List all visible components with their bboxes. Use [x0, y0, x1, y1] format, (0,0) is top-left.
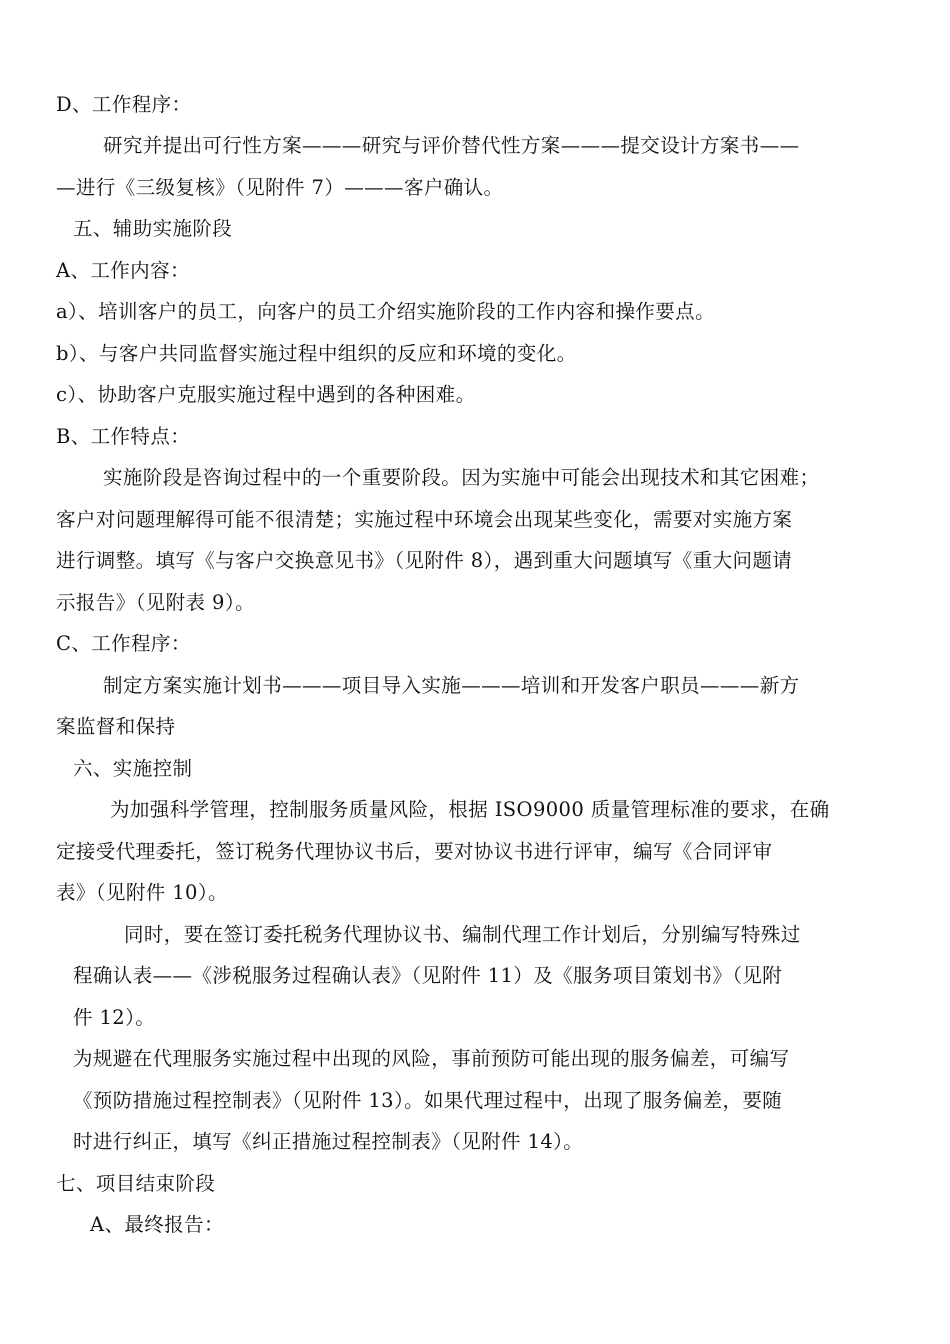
paragraph-line: 制定方案实施计划书———项目导入实施———培训和开发客户职员———新方	[103, 674, 800, 697]
list-item-a: a）、培训客户的员工，向客户的员工介绍实施阶段的工作内容和操作要点。	[56, 300, 715, 323]
paragraph-line: 程确认表——《涉税服务过程确认表》（见附件 11）及《服务项目策划书》（见附	[73, 964, 783, 987]
paragraph-line: 案监督和保持	[56, 715, 176, 738]
list-item-b: b）、与客户共同监督实施过程中组织的反应和环境的变化。	[56, 342, 577, 365]
paragraph-line: 示报告》（见附表 9）。	[56, 591, 255, 614]
paragraph-line: 客户对问题理解得可能不很清楚；实施过程中环境会出现某些变化，需要对实施方案	[56, 508, 793, 531]
paragraph-line: 进行调整。填写《与客户交换意见书》（见附件 8），遇到重大问题填写《重大问题请	[56, 549, 793, 572]
paragraph-line: 为加强科学管理，控制服务质量风险，根据 ISO9000 质量管理标准的要求，在确	[110, 798, 830, 821]
section-heading-six: 六、实施控制	[73, 757, 193, 780]
list-item-c: c）、协助客户克服实施过程中遇到的各种困难。	[56, 383, 476, 406]
paragraph-line: 《预防措施过程控制表》（见附件 13）。如果代理过程中，出现了服务偏差，要随	[73, 1089, 783, 1112]
heading-a-final-report: A、最终报告：	[90, 1213, 224, 1236]
paragraph-line: 表》（见附件 10）。	[56, 881, 228, 904]
section-heading-seven: 七、项目结束阶段	[56, 1172, 216, 1195]
paragraph-line: 同时，要在签订委托税务代理协议书、编制代理工作计划后，分别编写特殊过	[124, 923, 801, 946]
paragraph-line: 件 12）。	[73, 1006, 156, 1029]
heading-c-work-procedure: C、工作程序：	[56, 632, 191, 655]
paragraph-line: 为规避在代理服务实施过程中出现的风险，事前预防可能出现的服务偏差，可编写	[73, 1047, 790, 1070]
paragraph-line: 定接受代理委托，签订税务代理协议书后，要对协议书进行评审，编写《合同评审	[56, 840, 773, 863]
heading-a-work-content: A、工作内容：	[56, 259, 190, 282]
heading-d-work-procedure: D、工作程序：	[56, 93, 192, 116]
paragraph-line: 时进行纠正，填写《纠正措施过程控制表》（见附件 14）。	[73, 1130, 584, 1153]
paragraph-line: —进行《三级复核》（见附件 7）———客户确认。	[56, 176, 504, 199]
heading-b-work-features: B、工作特点：	[56, 425, 191, 448]
paragraph-line: 实施阶段是咨询过程中的一个重要阶段。因为实施中可能会出现技术和其它困难；	[103, 466, 820, 489]
section-heading-five: 五、辅助实施阶段	[73, 217, 233, 240]
paragraph-line: 研究并提出可行性方案———研究与评价替代性方案———提交设计方案书——	[103, 134, 800, 157]
